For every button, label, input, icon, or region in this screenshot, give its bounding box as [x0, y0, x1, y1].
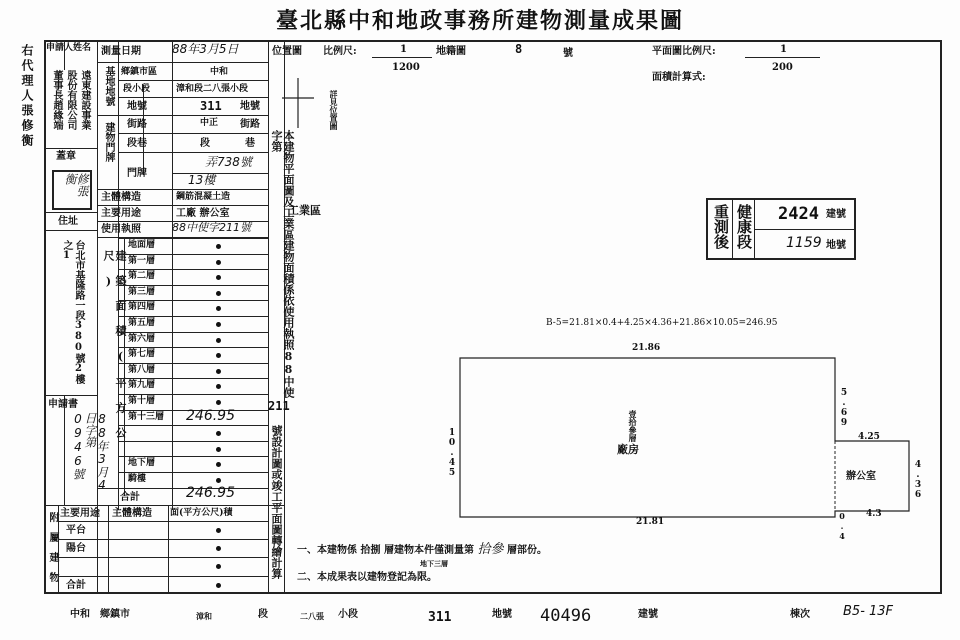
north-arrow-icon	[278, 78, 318, 128]
floor-label: 騎樓	[128, 474, 147, 484]
room-office-label: 辦公室	[846, 471, 876, 482]
number-value: 弄738號	[205, 155, 252, 169]
floor-area-value: 246.95	[186, 408, 235, 424]
total-label: 合計	[120, 492, 140, 503]
dim-4-25: 4.25	[858, 432, 880, 442]
annex-usage-header: 主要用途	[60, 508, 100, 519]
building-group-label: 建物門牌	[103, 122, 114, 162]
street-label: 街路	[127, 119, 147, 130]
annex-area-dot	[216, 528, 221, 533]
floor-number: 13樓	[188, 173, 216, 187]
footer-sheet-label: 棟次	[790, 609, 810, 620]
floor-area-dot	[216, 400, 221, 405]
township-label: 鄉鎮市區	[121, 67, 158, 77]
floor-label: 第十層	[128, 396, 156, 406]
floor-plan-drawing	[458, 355, 918, 520]
remark-sub: 地下三層	[420, 559, 448, 568]
floor-label: 地面層	[128, 240, 156, 250]
remark-2: 二、本成果表以建物登記為限。	[297, 572, 437, 583]
divider	[64, 395, 65, 505]
dim-4-3: 4.3	[866, 509, 882, 519]
location-map-label: 位置圖	[272, 46, 302, 57]
floor-area-dot	[216, 369, 221, 374]
floor-area-dot	[216, 244, 221, 249]
lot-value: 311	[200, 99, 222, 113]
floor-label: 第一層	[128, 256, 156, 266]
basis-text-top: 本建物平面圖及工業區建物面積係依使用執照88中使字第	[270, 130, 295, 398]
footer-subsection: 二八張	[300, 611, 324, 621]
floor-label: 第五層	[128, 318, 156, 328]
lane-suffix: 巷	[245, 138, 255, 149]
lane-value: 段	[200, 138, 210, 149]
permit-value: 88中使字211號	[172, 221, 251, 234]
floor-label: 第二層	[128, 271, 156, 281]
floor-label: 第九層	[128, 380, 156, 390]
divider	[143, 85, 144, 175]
address-value: 台北市基隆路一段380號2樓之1	[61, 240, 84, 384]
floor-label: 第四層	[128, 302, 156, 312]
floor-label: 地下層	[128, 458, 156, 468]
footer-township-label: 鄉鎮市	[100, 609, 130, 620]
room-main-label: 廠房	[617, 443, 639, 456]
floor-label: 第八層	[128, 365, 156, 375]
footer-sheet-value: B5- 13F	[843, 604, 894, 619]
annex-area-dot	[216, 546, 221, 551]
seal-label: 蓋章	[56, 151, 76, 162]
cadastral-label: 地籍圖	[436, 46, 466, 57]
floor-label: 第十三層	[128, 412, 165, 422]
area-calc-label: 面積計算式:	[652, 72, 706, 83]
remark-1	[297, 544, 547, 556]
area-group-label: 建築面積(平方公尺)	[102, 250, 127, 452]
applicant-label: 申請人姓名	[46, 43, 92, 53]
usage-label: 主要用途	[101, 208, 141, 219]
plan-scale-denominator: 200	[772, 62, 793, 73]
floor-area-dot	[216, 338, 221, 343]
applicant-name-1: 遠東建設事業	[79, 70, 90, 130]
floor-label: 第七層	[128, 349, 156, 359]
street-value: 中正	[200, 118, 219, 128]
dim-0-4: 0.4	[837, 511, 847, 541]
agent-margin-text: 右代理人張修衡	[20, 44, 34, 149]
lot-suffix: 地號	[240, 101, 260, 112]
floor-area-dot	[216, 275, 221, 280]
annex-row-label: 陽台	[66, 543, 86, 554]
footer-section: 漳和	[196, 611, 212, 621]
annex-row-label: 合計	[66, 580, 86, 591]
basis-permit-number: 211	[268, 399, 290, 413]
floor-area-dot	[216, 353, 221, 358]
number-label: 門牌	[127, 168, 147, 179]
structure-label: 主體構造	[101, 192, 141, 203]
floor-label: 第三層	[128, 287, 156, 297]
floor-area-dot	[216, 478, 221, 483]
floor-area-dot	[216, 447, 221, 452]
survey-date-value: 88年3月5日	[172, 42, 239, 56]
section-value: 漳和段二八張小段	[176, 84, 249, 94]
footer-subsection-label: 小段	[338, 609, 358, 620]
basis-text-bottom: 號設計圖或竣工平面圖轉繪計算	[270, 425, 283, 579]
applicant-name-3: 董事長趙緣端	[51, 70, 62, 130]
remark-1-measured: 拾參	[477, 542, 504, 557]
room-floor-label: 壹拾參層	[628, 410, 638, 442]
annex-label: 附屬建物	[47, 512, 58, 592]
floor-area-dot	[216, 384, 221, 389]
footer-building-number: 40496	[540, 606, 592, 626]
annex-structure-header: 主體構造	[112, 508, 152, 519]
footer-township: 中和	[70, 609, 90, 620]
floor-area-dot	[216, 306, 221, 311]
page-title: 臺北縣中和地政事務所建物測量成果圖	[275, 8, 684, 34]
lane-label: 段巷	[127, 138, 147, 149]
application-number: 88年3月4日字第0946號	[71, 412, 109, 492]
annex-area-dot	[216, 564, 221, 569]
industrial-zone-label: 工業區	[288, 204, 321, 217]
scale-numerator: 1	[400, 44, 407, 55]
dim-top: 21.86	[632, 343, 661, 353]
structure-value: 鋼筋混凝土造	[176, 192, 231, 202]
floor-area-dot	[216, 322, 221, 327]
road-note: 詳見位置圖	[329, 90, 339, 130]
divider	[172, 40, 173, 510]
address-label: 住址	[58, 216, 78, 227]
footer-lot-label: 地號	[492, 609, 512, 620]
floor-label: 第六層	[128, 334, 156, 344]
floor-area-dot	[216, 291, 221, 296]
floor-area-dot	[216, 462, 221, 467]
total-value: 246.95	[186, 485, 235, 501]
cadastral-number: 8	[515, 42, 523, 56]
usage-value: 工廠 辦公室	[176, 208, 230, 219]
site-group-label: 基地地號	[103, 66, 114, 106]
survey-date-label: 測量日期	[101, 46, 141, 57]
footer-lot: 311	[428, 610, 452, 625]
annex-row-label: 平台	[66, 525, 86, 536]
divider	[268, 40, 269, 594]
dim-right: 5.69	[839, 388, 849, 428]
application-label: 申請書	[48, 399, 78, 410]
footer-section-label: 段	[258, 609, 268, 620]
plan-scale-numerator: 1	[780, 44, 787, 55]
remark-1-start: 一、本建物係 拾捌 層建物本件僅測量第	[297, 545, 474, 556]
lot-label: 地號	[127, 101, 147, 112]
floor-area-dot	[216, 431, 221, 436]
plan-scale-label: 平面圖比例尺:	[652, 46, 716, 57]
cadastral-suffix: 號	[563, 48, 573, 59]
scale-denominator: 1200	[392, 62, 420, 73]
annex-area-header: 面(平方公尺)積	[170, 508, 233, 518]
area-formula: B-5=21.81×0.4+4.25×4.36+21.86×10.05=246.95	[546, 318, 778, 328]
township-value: 中和	[210, 67, 229, 77]
seal-stamp: 修張衡	[52, 170, 92, 210]
floor-area-dot	[216, 260, 221, 265]
section-label: 段小段	[123, 84, 151, 94]
permit-label: 使用執照	[101, 224, 141, 235]
resurvey-stamp: 重測後 健康段 2424 建號 1159 地號	[706, 198, 856, 260]
dim-4-36: 4.36	[913, 460, 923, 500]
footer-building-label: 建號	[638, 609, 658, 620]
dim-left: 10.45	[447, 428, 457, 478]
applicant-name-2: 股份有限公司	[65, 70, 76, 130]
scale-label: 比例尺:	[323, 46, 357, 57]
remark-1-end: 層部份。	[506, 545, 547, 556]
annex-area-dot	[216, 583, 221, 588]
street-suffix: 街路	[240, 119, 260, 130]
dim-bottom: 21.81	[636, 517, 665, 527]
